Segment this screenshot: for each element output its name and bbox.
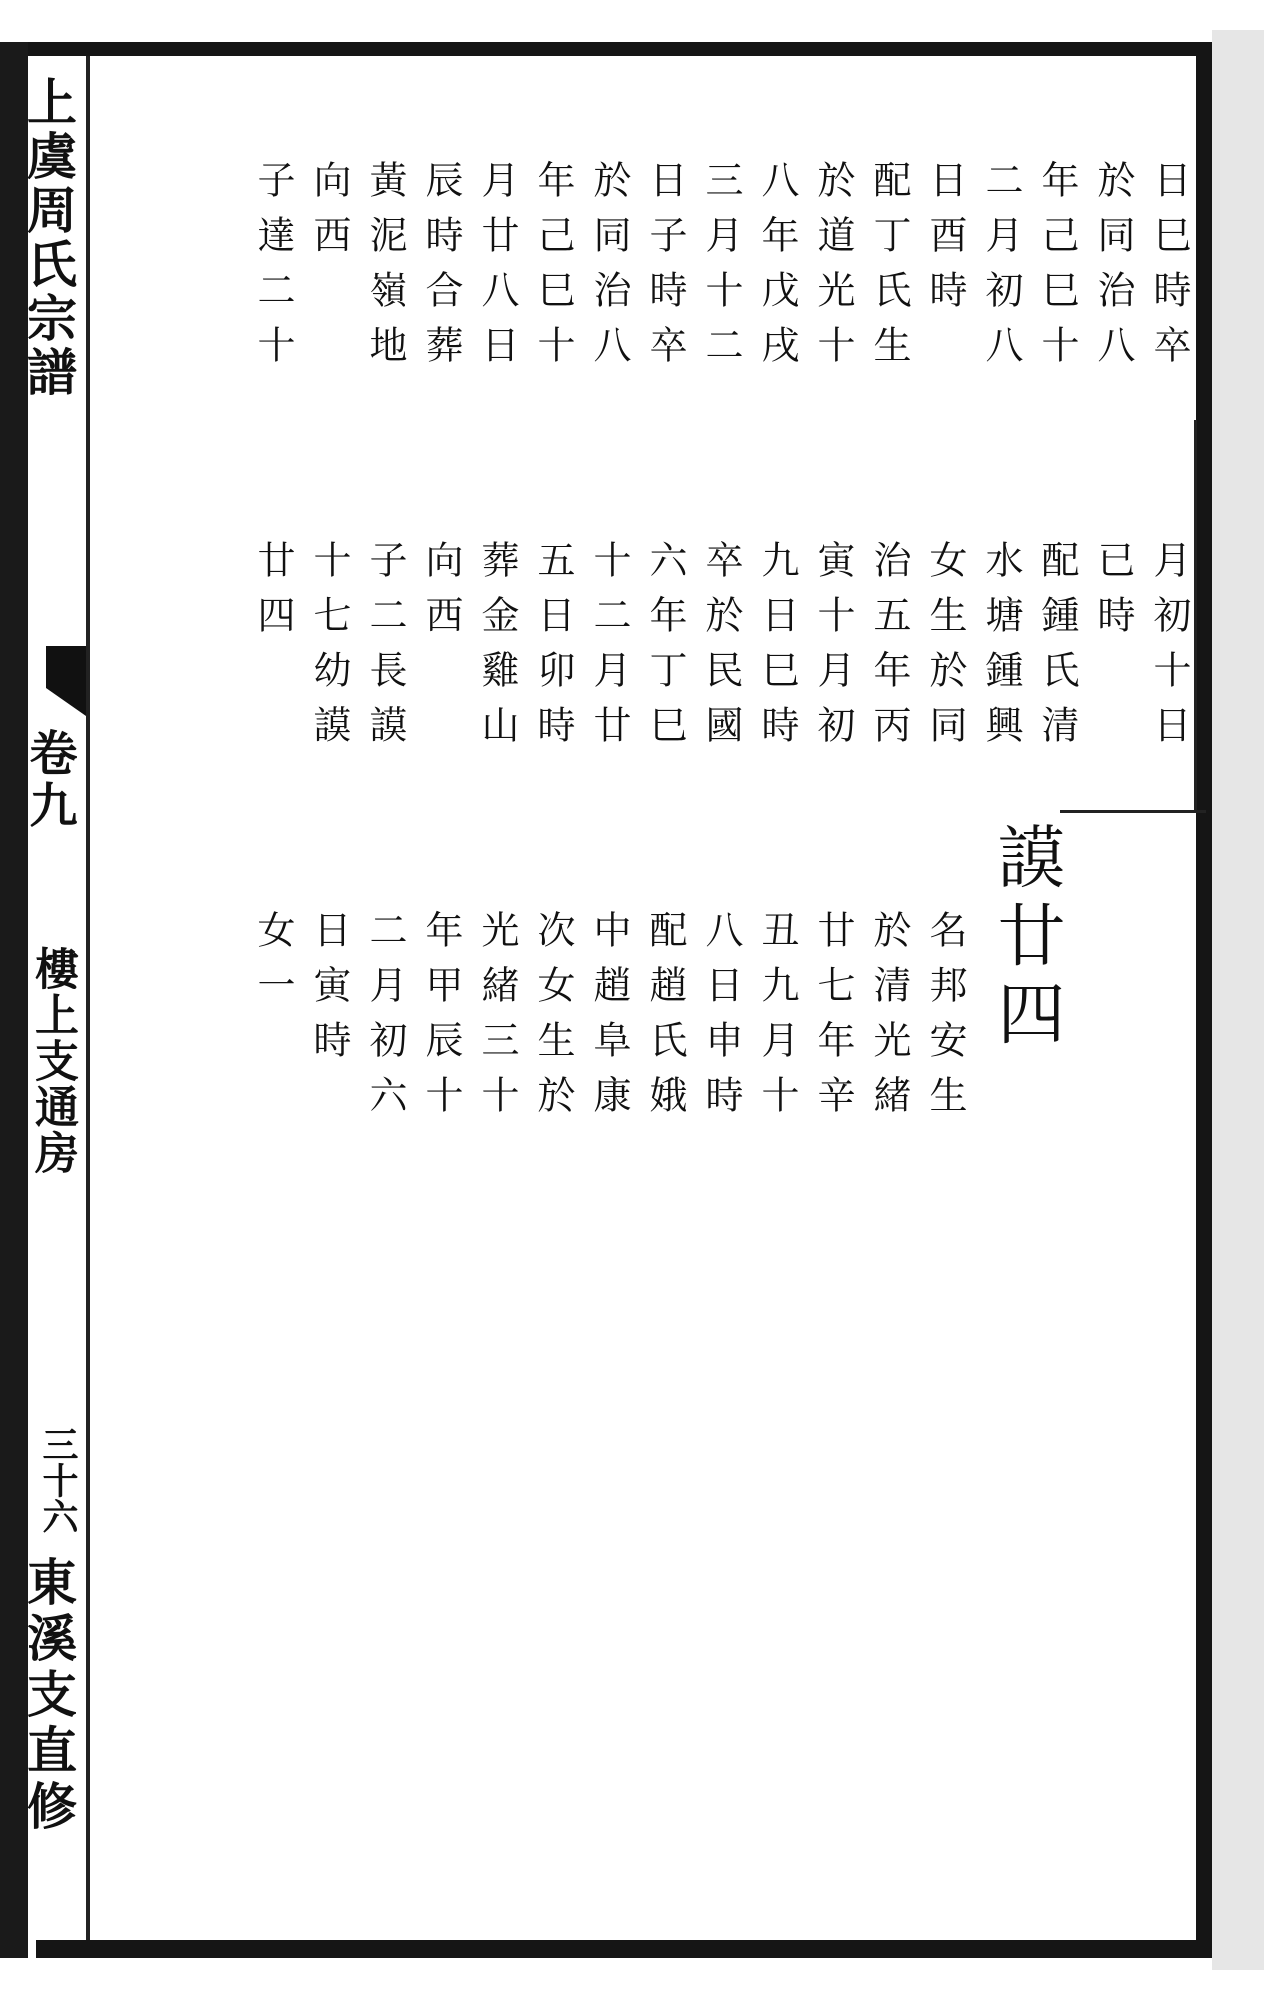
entry-bracket-horizontal: [1060, 810, 1206, 813]
frame-bottom-border: [36, 1940, 1208, 1958]
tier2-column: 女生於同: [923, 540, 967, 760]
spine-column: [19, 56, 86, 1940]
tier3-column: 配趙氏娥: [643, 910, 687, 1130]
tier3-column: 次女生於: [531, 910, 575, 1130]
tier3-column: 光緒三十: [475, 910, 519, 1130]
tier2-column: 六年丁巳: [643, 540, 687, 760]
frame-right-border: [1196, 42, 1212, 1958]
tier3-column: 八日申時: [699, 910, 743, 1130]
generation-heading: 謨廿四: [986, 822, 1065, 1056]
tier1-column: 黃泥嶺地: [363, 160, 407, 380]
tier3-column: 名邦安生: [923, 910, 967, 1130]
tier2-column: 子二長謨: [363, 540, 407, 760]
tier3-column: 丑九月十: [755, 910, 799, 1130]
tier2-column: 卒於民國: [699, 540, 743, 760]
tier1-column: 二月初八: [979, 160, 1023, 380]
tier3-column: 二月初六: [363, 910, 407, 1130]
tier1-column: 辰時合葬: [419, 160, 463, 380]
tier1-column: 日巳時卒: [1147, 160, 1191, 380]
tier2-column: 水塘鍾興: [979, 540, 1023, 760]
tier2-column: 五日卯時: [531, 540, 575, 760]
tier1-column: 配丁氏生: [867, 160, 911, 380]
tier2-column: 十二月廿: [587, 540, 631, 760]
tier2-column: 治五年丙: [867, 540, 911, 760]
tier2-column: 寅十月初: [811, 540, 855, 760]
page-number: 三十六: [37, 1426, 79, 1534]
entry-bracket-vertical: [1194, 420, 1197, 812]
tier1-column: 八年戊戌: [755, 160, 799, 380]
frame-top-border: [26, 42, 1204, 56]
tier3-column: 廿七年辛: [811, 910, 855, 1130]
tier2-column: 葬金雞山: [475, 540, 519, 760]
tier3-column: 年甲辰十: [419, 910, 463, 1130]
tier2-column: 九日巳時: [755, 540, 799, 760]
branch-label: 樓上支通房: [27, 946, 78, 1176]
tier2-column: 向西: [419, 540, 463, 650]
volume-label: 卷九: [21, 728, 77, 832]
hall-name: 東溪支直修: [19, 1556, 78, 1836]
tier1-column: 於道光十: [811, 160, 855, 380]
tier2-column: 配鍾氏清: [1035, 540, 1079, 760]
tier2-column: 廿四: [251, 540, 295, 650]
tier1-column: 日酉時: [923, 160, 967, 325]
tier1-column: 月廿八日: [475, 160, 519, 380]
tier1-column: 於同治八: [587, 160, 631, 380]
tier2-column: 月初十日: [1147, 540, 1191, 760]
tier1-column: 子達二十: [251, 160, 295, 380]
tier1-column: 年己巳十: [1035, 160, 1079, 380]
genealogy-title: 上虞周氏宗譜: [19, 76, 78, 400]
tier1-column: 於同治八: [1091, 160, 1135, 380]
page-edge-shadow: [1212, 30, 1264, 1970]
tier1-column: 年己巳十: [531, 160, 575, 380]
tier1-column: 三月十二: [699, 160, 743, 380]
tier3-column: 女一: [251, 910, 295, 1020]
tier2-column: 已時: [1091, 540, 1135, 650]
tier3-column: 中趙阜康: [587, 910, 631, 1130]
tier1-column: 向西: [307, 160, 351, 270]
spine-divider: [86, 56, 90, 1940]
tier3-column: 於清光緒: [867, 910, 911, 1130]
tier1-column: 日子時卒: [643, 160, 687, 380]
fishtail-mark: [46, 646, 86, 716]
tier3-column: 日寅時: [307, 910, 351, 1075]
tier2-column: 十七幼謨: [307, 540, 351, 760]
